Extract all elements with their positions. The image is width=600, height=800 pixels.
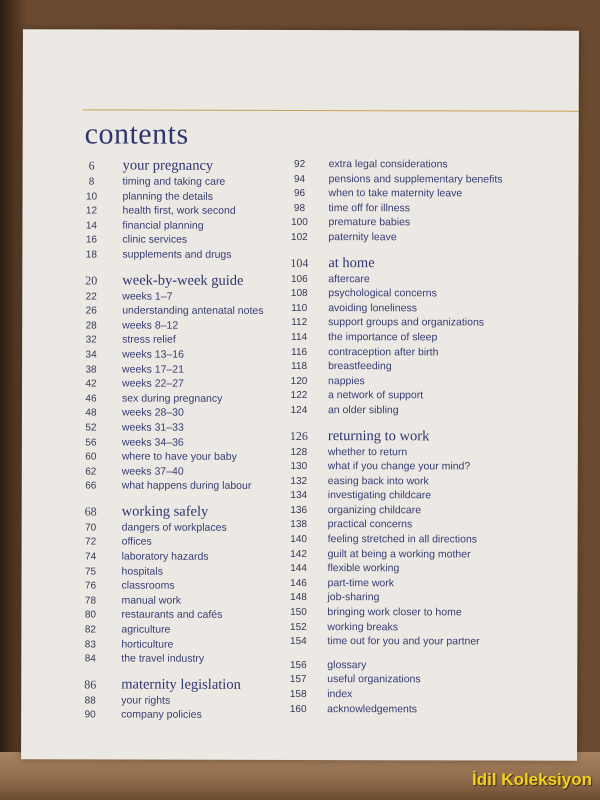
contents-entry[interactable]	[270, 360, 570, 375]
contents-entry[interactable]	[269, 688, 569, 703]
entry-page-number: 120	[290, 375, 308, 387]
contents-entry[interactable]	[269, 577, 569, 592]
entry-label: where to have your baby	[121, 450, 237, 463]
entry-page-number: 26	[85, 305, 97, 317]
entry-page-number: 102	[291, 231, 308, 243]
contents-entry[interactable]	[270, 231, 570, 246]
entry-page-number: 16	[85, 234, 97, 246]
entry-label: horticulture	[121, 638, 174, 651]
entry-label: what happens during labour	[121, 479, 252, 493]
entry-label: financial planning	[122, 219, 204, 232]
contents-entry[interactable]	[60, 190, 290, 205]
contents-entry[interactable]	[59, 580, 289, 595]
section-page-number: 104	[290, 255, 309, 270]
contents-section	[60, 272, 291, 495]
book-page	[21, 29, 579, 760]
entry-page-number: 80	[84, 609, 96, 621]
entry-page-number: 72	[85, 536, 97, 548]
entry-label: manual work	[121, 594, 182, 607]
contents-entry[interactable]	[270, 316, 570, 331]
contents-column-left	[59, 157, 291, 733]
entry-page-number: 112	[291, 317, 308, 329]
entry-label: classrooms	[121, 579, 175, 592]
contents-entry[interactable]	[270, 345, 570, 360]
entry-label: clinic services	[122, 233, 188, 247]
entry-label: health first, work second	[122, 204, 236, 218]
entry-label: a network of support	[327, 389, 424, 402]
contents-entry[interactable]	[61, 175, 291, 190]
entry-label: contraception after birth	[328, 345, 439, 358]
contents-section	[270, 254, 570, 419]
contents-entry[interactable]	[270, 287, 570, 302]
entry-label: investigating childcare	[327, 489, 432, 502]
contents-entry[interactable]	[60, 550, 290, 565]
entry-label: restaurants and cafés	[121, 608, 223, 622]
entry-label: useful organizations	[327, 673, 421, 686]
entry-page-number: 118	[291, 361, 308, 373]
contents-entry[interactable]	[270, 445, 570, 460]
entry-page-number: 146	[290, 577, 307, 589]
entry-page-number: 46	[85, 393, 97, 405]
entry-page-number: 150	[290, 607, 307, 619]
entry-label: aftercare	[328, 272, 370, 285]
contents-entry[interactable]	[60, 565, 290, 580]
contents-entry[interactable]	[270, 533, 570, 548]
entry-page-number: 122	[290, 390, 308, 402]
gold-divider-rule	[83, 109, 579, 111]
section-heading: working safely	[121, 503, 209, 520]
contents-section	[59, 676, 289, 724]
entry-label: dangers of workplaces	[121, 521, 227, 534]
entry-page-number: 48	[85, 407, 97, 419]
entry-label: supplements and drugs	[122, 248, 232, 261]
entry-page-number: 12	[85, 205, 98, 217]
entry-label: timing and taking care	[122, 175, 226, 188]
entry-page-number: 88	[84, 695, 96, 707]
entry-label: whether to return	[327, 445, 408, 458]
entry-label: weeks 13–16	[122, 348, 185, 361]
entry-page-number: 138	[290, 519, 308, 531]
entry-label: weeks 17–21	[122, 363, 184, 376]
contents-entry[interactable]	[60, 465, 290, 480]
entry-page-number: 156	[289, 659, 307, 671]
contents-entry[interactable]	[271, 187, 571, 202]
contents-entry[interactable]	[60, 290, 290, 305]
section-page-number: 126	[289, 428, 308, 443]
entry-label: nappies	[328, 374, 365, 387]
entry-label: bringing work closer to home	[327, 606, 462, 619]
contents-entry[interactable]	[59, 609, 289, 624]
entry-page-number: 140	[290, 534, 307, 546]
entry-page-number: 83	[84, 639, 96, 651]
entry-page-number: 144	[290, 563, 307, 575]
watermark-text: İdil Koleksiyon	[472, 770, 592, 789]
contents-entry[interactable]	[60, 319, 290, 334]
entry-page-number: 98	[293, 202, 306, 214]
contents-entry[interactable]	[270, 548, 570, 563]
entry-label: sex during pregnancy	[121, 392, 223, 405]
entry-label: index	[327, 688, 353, 701]
contents-entry[interactable]	[60, 205, 290, 220]
entry-page-number: 82	[84, 624, 96, 636]
contents-section	[59, 503, 289, 668]
entry-page-number: 18	[85, 249, 97, 261]
entry-label: premature babies	[328, 216, 411, 229]
contents-entry[interactable]	[60, 536, 290, 551]
contents-entry[interactable]	[270, 475, 570, 490]
entry-page-number: 160	[289, 703, 307, 715]
contents-entry[interactable]	[269, 591, 569, 606]
entry-page-number: 128	[290, 446, 308, 458]
entry-page-number: 136	[290, 504, 308, 516]
contents-entry[interactable]	[271, 173, 571, 188]
entry-label: weeks 8–12	[122, 319, 179, 332]
entry-page-number: 92	[294, 158, 306, 171]
entry-page-number: 157	[289, 674, 307, 686]
entry-label: pensions and supplementary benefits	[328, 172, 503, 186]
contents-entry[interactable]	[270, 489, 570, 504]
entry-label: time off for illness	[328, 201, 411, 215]
entry-page-number: 154	[289, 636, 307, 648]
contents-entry[interactable]	[60, 392, 290, 407]
section-heading: maternity legislation	[121, 676, 241, 693]
contents-entry[interactable]	[60, 407, 290, 422]
contents-entry[interactable]	[60, 248, 290, 263]
contents-entry[interactable]	[60, 480, 290, 495]
contents-entry[interactable]	[270, 216, 570, 231]
entry-page-number: 74	[84, 551, 97, 563]
section-heading: your pregnancy	[122, 157, 214, 174]
entry-page-number: 130	[290, 461, 308, 473]
entry-label: easing back into work	[327, 474, 429, 488]
contents-entry[interactable]	[60, 234, 290, 249]
entry-page-number: 60	[85, 451, 97, 463]
contents-entry[interactable]	[269, 606, 569, 621]
section-page-number: 68	[84, 504, 97, 519]
entry-page-number: 28	[85, 320, 97, 332]
entry-page-number: 116	[291, 346, 308, 358]
contents-entry[interactable]	[60, 450, 290, 465]
contents-entry[interactable]	[271, 158, 571, 173]
entry-page-number: 96	[293, 188, 306, 200]
contents-entry[interactable]	[59, 638, 289, 653]
entry-page-number: 132	[290, 475, 308, 487]
section-heading-row[interactable]	[60, 272, 290, 291]
contents-entry[interactable]	[60, 305, 290, 320]
entry-label: weeks 31–33	[121, 421, 184, 434]
contents-entry[interactable]	[60, 348, 290, 363]
section-page-number: 20	[85, 273, 98, 288]
entry-page-number: 152	[290, 621, 307, 633]
entry-page-number: 110	[291, 302, 308, 314]
entry-label: feeling stretched in all directions	[327, 533, 478, 546]
contents-section	[269, 427, 570, 650]
entry-label: weeks 34–36	[121, 436, 184, 449]
contents-entry[interactable]	[60, 334, 290, 349]
entry-label: stress relief	[122, 333, 176, 347]
contents-entry[interactable]	[270, 460, 570, 475]
entry-page-number: 66	[85, 480, 97, 492]
entry-label: laboratory hazards	[121, 550, 209, 563]
entry-label: weeks 1–7	[122, 290, 173, 303]
entry-label: your rights	[121, 694, 171, 707]
entry-page-number: 22	[85, 291, 97, 303]
entry-page-number: 14	[85, 220, 98, 232]
contents-entry[interactable]	[60, 421, 290, 436]
contents-entry[interactable]	[270, 272, 570, 287]
entry-label: part-time work	[327, 576, 395, 590]
section-heading-row[interactable]	[61, 157, 291, 176]
entry-label: planning the details	[122, 190, 214, 203]
entry-label: understanding antenatal notes	[122, 304, 264, 318]
section-heading-row[interactable]	[60, 503, 290, 522]
entry-label: the travel industry	[121, 652, 205, 665]
entry-page-number: 56	[85, 436, 97, 448]
entry-label: practical concerns	[327, 518, 413, 531]
entry-label: paternity leave	[328, 231, 397, 244]
contents-entry[interactable]	[270, 518, 570, 533]
section-heading-row[interactable]	[270, 427, 570, 446]
contents-entry[interactable]	[270, 375, 570, 390]
entry-page-number: 42	[85, 378, 97, 390]
entry-label: flexible working	[327, 562, 400, 575]
contents-entry[interactable]	[270, 562, 570, 577]
section-heading-row[interactable]	[270, 254, 570, 273]
section-page-number: 6	[88, 158, 95, 173]
section-heading: week-by-week guide	[122, 272, 244, 289]
entry-label: job-sharing	[327, 591, 380, 604]
entry-page-number: 32	[85, 334, 97, 346]
entry-label: agriculture	[121, 623, 171, 636]
entry-page-number: 158	[289, 688, 307, 701]
entry-label: glossary	[327, 658, 367, 671]
contents-entry[interactable]	[270, 389, 570, 404]
contents-entry[interactable]	[269, 635, 569, 650]
contents-entry[interactable]	[270, 331, 570, 346]
contents-entry[interactable]	[60, 363, 290, 378]
entry-label: company policies	[121, 708, 202, 722]
contents-entry[interactable]	[270, 302, 570, 317]
section-heading: returning to work	[327, 427, 430, 444]
entry-label: weeks 37–40	[121, 465, 184, 478]
entry-page-number: 52	[85, 422, 97, 434]
entry-page-number: 8	[88, 176, 95, 188]
entry-page-number: 38	[85, 363, 97, 375]
entry-page-number: 134	[290, 490, 308, 502]
entry-page-number: 84	[84, 653, 96, 665]
entry-label: offices	[121, 536, 152, 549]
contents-entry[interactable]	[270, 404, 570, 419]
contents-entry[interactable]	[269, 703, 569, 718]
entry-label: what if you change your mind?	[327, 460, 471, 473]
entry-page-number: 90	[84, 709, 96, 721]
entry-page-number: 75	[84, 566, 97, 578]
contents-section	[60, 157, 290, 263]
section-heading: at home	[328, 254, 375, 271]
contents-entry[interactable]	[60, 436, 290, 451]
contents-entry[interactable]	[60, 377, 290, 392]
contents-entry[interactable]	[59, 594, 289, 609]
entry-label: organizing childcare	[327, 503, 422, 517]
entry-label: acknowledgements	[327, 702, 418, 715]
entry-page-number: 142	[290, 548, 307, 560]
contents-entry[interactable]	[270, 504, 570, 519]
page-title: contents	[84, 117, 189, 151]
entry-page-number: 114	[291, 331, 308, 343]
contents-entry[interactable]	[59, 694, 289, 709]
entry-label: weeks 22–27	[122, 377, 184, 390]
entry-label: extra legal considerations	[328, 158, 448, 171]
entry-label: when to take maternity leave	[328, 187, 463, 200]
contents-entry[interactable]	[59, 653, 289, 668]
entry-page-number: 106	[290, 273, 308, 285]
entry-label: support groups and organizations	[328, 316, 485, 329]
contents-section	[269, 659, 569, 718]
contents-entry[interactable]	[269, 659, 569, 674]
entry-label: avoiding loneliness	[328, 301, 417, 315]
entry-page-number: 100	[291, 217, 308, 229]
contents-entry[interactable]	[269, 673, 569, 688]
entry-page-number: 78	[84, 595, 97, 607]
entry-label: weeks 28–30	[121, 406, 184, 420]
contents-column-right	[269, 158, 570, 727]
entry-label: time out for you and your partner	[327, 635, 480, 648]
entry-label: breastfeeding	[328, 360, 392, 373]
entry-page-number: 34	[85, 349, 97, 361]
contents-section	[270, 158, 570, 246]
entry-label: working breaks	[327, 620, 399, 633]
entry-label: guilt at being a working mother	[327, 547, 471, 561]
contents-entry[interactable]	[60, 219, 290, 234]
entry-label: the importance of sleep	[328, 331, 438, 344]
entry-page-number: 10	[85, 191, 98, 203]
contents-entry[interactable]	[269, 621, 569, 636]
entry-page-number: 76	[84, 580, 97, 592]
contents-entry[interactable]	[59, 623, 289, 638]
entry-page-number: 108	[290, 288, 308, 300]
contents-entry[interactable]	[59, 709, 289, 724]
entry-page-number: 148	[290, 592, 307, 604]
entry-label: psychological concerns	[328, 287, 437, 300]
contents-entry[interactable]	[270, 202, 570, 217]
section-heading-row[interactable]	[59, 676, 289, 695]
entry-label: an older sibling	[327, 403, 399, 417]
contents-entry[interactable]	[60, 521, 290, 536]
entry-page-number: 70	[85, 522, 97, 534]
entry-page-number: 62	[85, 466, 97, 478]
entry-label: hospitals	[121, 565, 164, 578]
entry-page-number: 124	[290, 404, 308, 416]
section-page-number: 86	[84, 677, 97, 692]
entry-page-number: 94	[293, 173, 306, 185]
